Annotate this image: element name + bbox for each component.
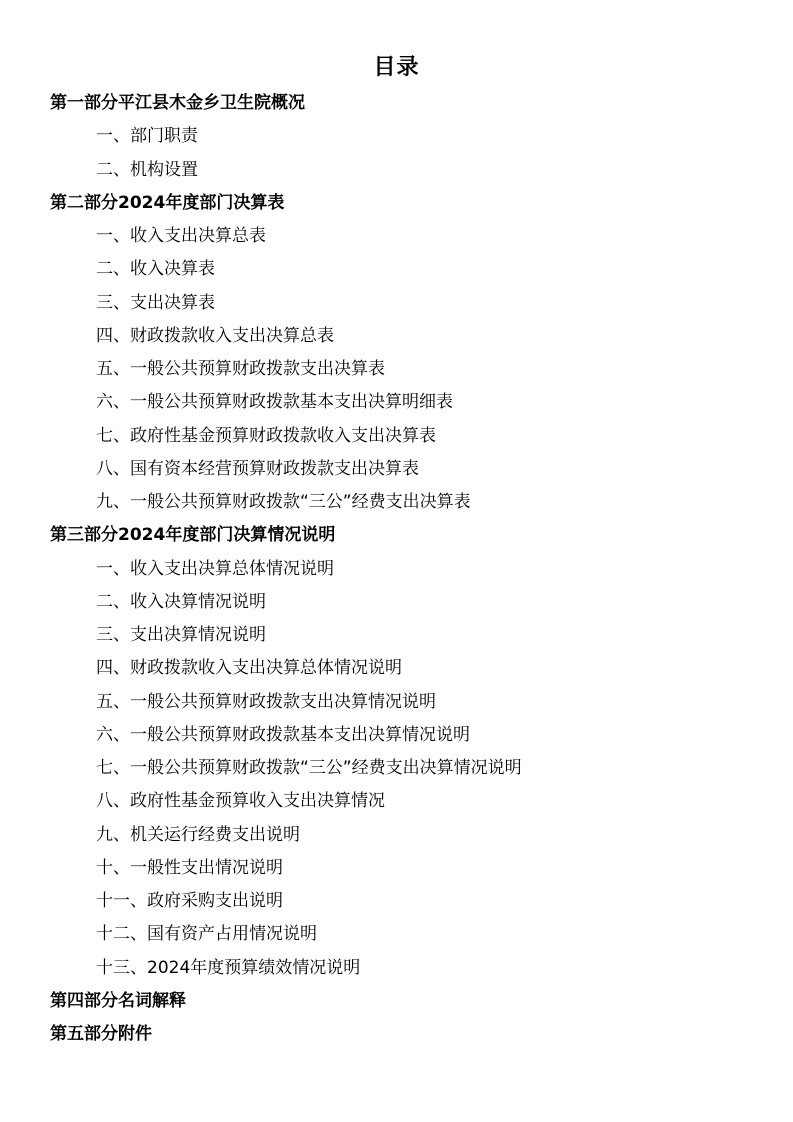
toc-item: 八、国有资本经营预算财政拨款支出决算表: [96, 458, 419, 479]
toc-part-5: 第五部分附件: [50, 1024, 152, 1044]
table-of-contents: [0, 87, 793, 1051]
toc-item: 七、政府性基金预算财政拨款收入支出决算表: [96, 425, 436, 446]
toc-item: 二、收入决算情况说明: [96, 591, 266, 612]
toc-item: 一、收入支出决算总表: [96, 226, 266, 246]
toc-part-3: 第三部分2024年度部门决算情况说明: [50, 525, 336, 546]
toc-item: 九、机关运行经费支出说明: [96, 824, 300, 845]
toc-item: 七、一般公共预算财政拨款“三公”经费支出决算情况说明: [96, 758, 522, 778]
toc-item: 三、支出决算表: [96, 292, 215, 313]
toc-item: 二、收入决算表: [96, 259, 215, 280]
toc-item: 六、一般公共预算财政拨款基本支出决算情况说明: [96, 724, 470, 745]
toc-item: 五、一般公共预算财政拨款支出决算表: [96, 359, 385, 379]
toc-part-4: 第四部分名词解释: [50, 990, 186, 1011]
toc-item: 十、一般性支出情况说明: [96, 857, 283, 878]
toc-part-1: 第一部分平江县木金乡卫生院概况: [50, 93, 305, 113]
toc-item: 一、部门职责: [96, 126, 198, 147]
toc-item: 五、一般公共预算财政拨款支出决算情况说明: [96, 691, 436, 712]
toc-item: 一、收入支出决算总体情况说明: [96, 558, 334, 579]
toc-item: 十二、国有资产占用情况说明: [96, 924, 317, 945]
toc-part-2: 第二部分2024年度部门决算表: [50, 192, 285, 213]
toc-item: 十一、政府采购支出说明: [96, 891, 283, 911]
toc-item: 十三、2024年度预算绩效情况说明: [96, 957, 361, 978]
toc-item: 六、一般公共预算财政拨款基本支出决算明细表: [96, 392, 453, 413]
toc-item: 三、支出决算情况说明: [96, 625, 266, 645]
toc-item: 八、政府性基金预算收入支出决算情况: [96, 791, 385, 812]
page-title: 目录: [373, 55, 420, 80]
toc-item: 二、机构设置: [96, 159, 198, 180]
toc-item: 九、一般公共预算财政拨款“三公”经费支出决算表: [96, 492, 471, 512]
toc-item: 四、财政拨款收入支出决算总表: [96, 325, 334, 346]
toc-item: 四、财政拨款收入支出决算总体情况说明: [96, 658, 402, 679]
